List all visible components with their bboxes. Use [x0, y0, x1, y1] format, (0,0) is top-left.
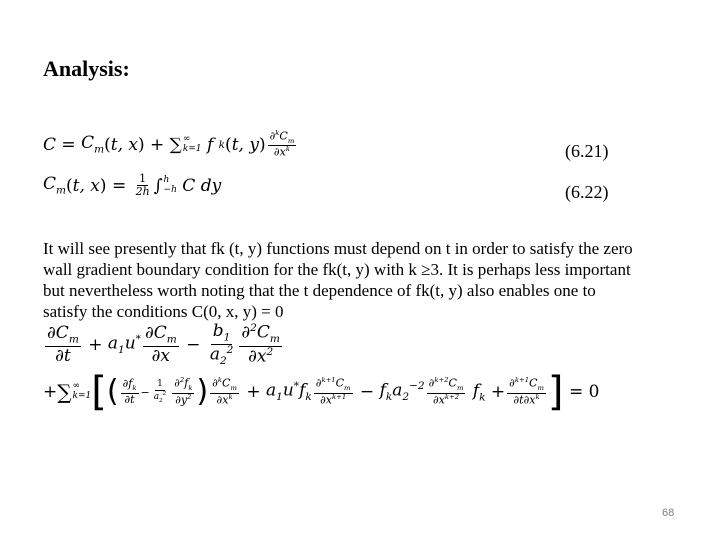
equation-6-22: $C_m$ ( t, x ) = $\frac{1}{2h}$ ∫ h −h C dy — [43, 172, 222, 199]
equation-number-6-21: (6.21) — [565, 141, 609, 161]
paragraph-line: but nevertheless worth noting that the t dependence of fk(t, y) also enables one to — [43, 281, 596, 300]
equation-6-21: C = $C_m$ ( t, x ) + ∑ ∞ k=1 f k ( t, y ) $\frac{\partial^kC_m}{\partial x^k}$ — [43, 129, 295, 159]
series-equation: + ∑ ∞ k=1 [ ( $\frac{\partial f_k}{\partial t}$ − $\frac{1}{a_2^2}$ $\frac{\partial^2f_k}{\partial y^2}$ ) $\frac{\partial^kC_m}{\partial x^k}$ + $a_1u^*f_k$ $\frac{\partial^{k+1}C_m}{\partial x^{k+1}}$ − $f_ka_2^{-2}$ $\frac{\partial^{k+2}C_m}{\partial x^{k+2}}$ $f_k$ + $\frac{\partial^{k+1}C_m}{\partial t\partial x^k}$ ] = 0 — [43, 369, 600, 415]
body-paragraph — [43, 238, 679, 322]
paragraph-line: It will see presently that fk (t, y) functions must depend on t in order to satisfy the zero — [43, 239, 633, 258]
slide-title: Analysis: — [43, 56, 130, 81]
paragraph-line: wall gradient boundary condition for the fk(t, y) with k ≥3. It is perhaps less important — [43, 260, 631, 279]
equation-number-6-22: (6.22) — [565, 182, 609, 202]
paragraph-line: satisfy the conditions C(0, x, y) = 0 — [43, 302, 284, 321]
governing-equation: $\frac{\partial C_m}{\partial t}$ + $a_1u^*$ $\frac{\partial C_m}{\partial x}$ − $\frac{b_1}{a_2^2}$ $\frac{\partial^2C_m}{\partial x^2}$ — [47, 321, 280, 368]
page-number: 68 — [662, 507, 675, 519]
